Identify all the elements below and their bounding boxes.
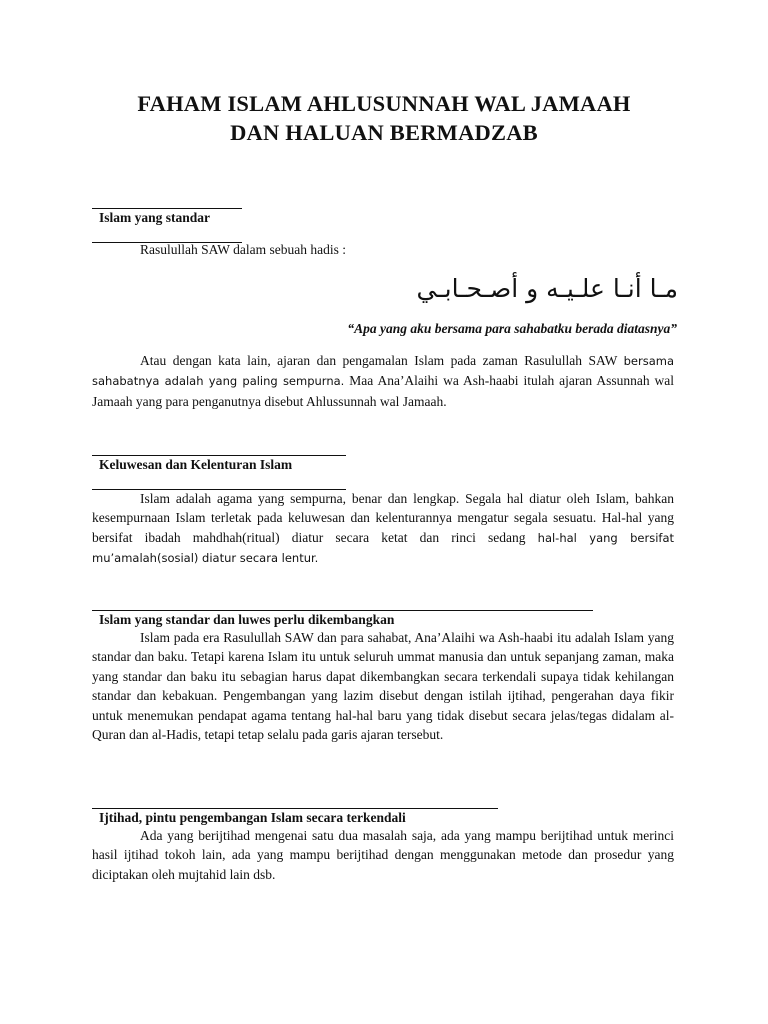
section-heading-islam-standar: Islam yang standar xyxy=(99,210,211,225)
section-heading-dikembangkan: Islam yang standar dan luwes perlu dikembangkan xyxy=(99,612,395,627)
paragraph-text: Islam adalah agama yang sempurna, benar dan lengkap. Segala hal diatur oleh Islam, bahkan kesempurnaan Islam terletak pada keluwesan dan kelenturannya mengatur segala sesuatu. Hal-hal yang bersifat ibadah mahdhah(ritual) diatur secara ketat dan rinci sedang xyxy=(92,491,674,545)
section-heading-keluwesan: Keluwesan dan Kelenturan Islam xyxy=(99,457,293,472)
paragraph-text: hal-hal yang bersifat mu’amalah(sosial) diatur secara lentur. xyxy=(92,530,674,566)
document-title-line-1: FAHAM ISLAM AHLUSUNNAH WAL JAMAAH xyxy=(137,91,631,116)
paragraph-text: bersama sahabatnya adalah yang paling sempurna. xyxy=(92,354,674,389)
heading-rule-top xyxy=(92,455,346,456)
paragraph-text: Atau dengan kata lain, ajaran dan pengamalan Islam pada zaman Rasulullah SAW xyxy=(140,353,624,368)
hadith-translation-quote: “Apa yang aku bersama para sahabatku berada diatasnya” xyxy=(347,321,677,336)
paragraph-text: Maa Ana’Alaihi wa Ash-haabi itulah ajaran Assunnah wal Jamaah yang para penganutnya disebut Ahlussunnah wal Jamaah. xyxy=(92,373,675,409)
paragraph-pengembangan xyxy=(92,628,674,744)
heading-rule-top xyxy=(92,208,242,209)
heading-rule-top xyxy=(92,610,593,611)
arabic-hadith-text: مـا أنـا علـيـه و أصـحـابـي xyxy=(416,274,678,303)
paragraph-ahlussunnah xyxy=(92,351,674,411)
paragraph-keluwesan xyxy=(92,489,674,569)
paragraph-text: Ada yang berijtihad mengenai satu dua masalah saja, ada yang mampu berijtihad untuk merinci hasil ijtihad tokoh lain, ada yang mampu berijtihad dengan menggunakan metode dan prosedur yang diciptakan oleh mujtahid lain dsb. xyxy=(92,828,674,882)
document-title-line-2: DAN HALUAN BERMADZAB xyxy=(230,120,538,145)
hadith-intro: Rasulullah SAW dalam sebuah hadis : xyxy=(140,242,347,257)
paragraph-ijtihad xyxy=(92,826,674,884)
section-heading-ijtihad: Ijtihad, pintu pengembangan Islam secara terkendali xyxy=(99,810,406,825)
paragraph-text: Islam pada era Rasulullah SAW dan para sahabat, Ana’Alaihi wa Ash-haabi itu adalah Islam yang standar dan baku. Tetapi karena Islam itu untuk seluruh ummat manusia dan untuk sepanjang zaman, maka yang standar dan baku itu sebagian harus dapat dikembangkan secara terkendali supaya tidak kehilangan standar dan kebakuan. Pengembangan yang lazim disebut dengan istilah ijtihad, pengerahan daya fikir untuk menemukan pendapat agama tentang hal-hal baru yang tidak disebut secara jelas/tegas didalam al-Quran dan al-Hadis, tetapi tetap selalu pada garis ajaran tersebut. xyxy=(92,630,674,743)
heading-rule-top xyxy=(92,808,498,809)
